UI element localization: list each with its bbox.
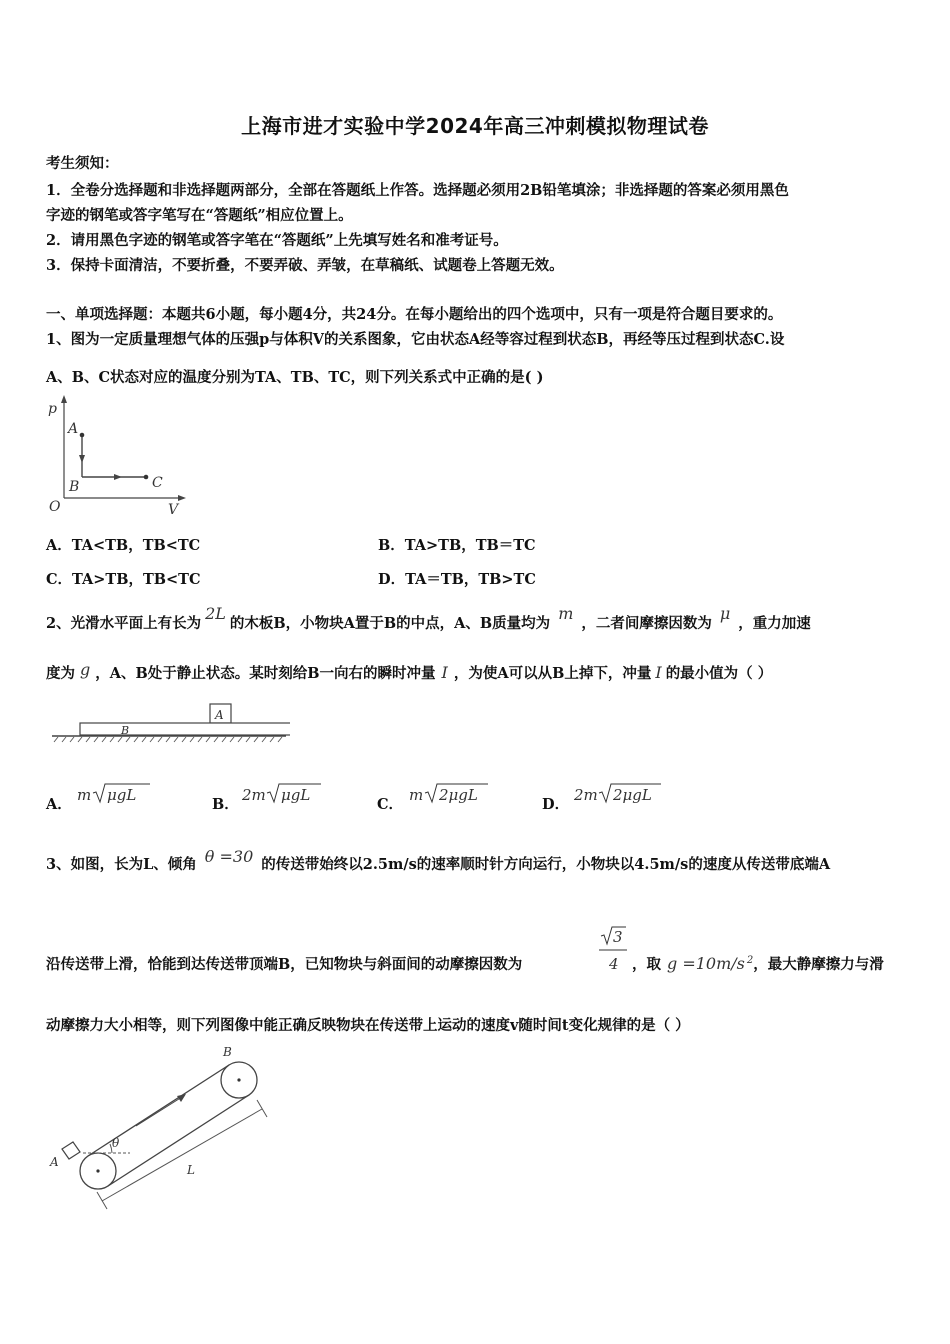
pv-label-c: C bbox=[152, 475, 163, 491]
length-dimension bbox=[102, 1109, 262, 1201]
pv-label-v: V bbox=[168, 502, 179, 518]
notice-item-1a: 1．全卷分选择题和非选择题两部分，全部在答题纸上作答。选择题必须用2B铅笔填涂；非选择题的答案必须用黑色 bbox=[46, 182, 789, 199]
q2-option-d-radicand: 2μgL bbox=[613, 786, 652, 804]
pv-isobaric-arrow bbox=[114, 474, 122, 480]
q3-line-1 bbox=[46, 847, 831, 874]
motion-arrow-head bbox=[177, 1094, 186, 1102]
q2-math-g: g bbox=[80, 660, 91, 679]
section-heading: 一、单项选择题：本题共6小题，每小题4分，共24分。在每小题给出的四个选项中，只有一项是符合题目要求的。 bbox=[46, 306, 783, 323]
q1-line-1: 1、图为一定质量理想气体的压强p与体积V的关系图象，它由状态A经等容过程到状态B，再经等压过程到状态C.设 bbox=[46, 331, 785, 348]
q2-text: 度为 bbox=[46, 665, 75, 682]
q2-line-2 bbox=[46, 662, 772, 683]
pv-label-o: O bbox=[49, 499, 61, 515]
pulley-a-center bbox=[96, 1169, 99, 1172]
q2-text: 2、光滑水平面上有长为 bbox=[46, 615, 202, 632]
q2-math-i: I bbox=[655, 663, 662, 682]
block-a-label: A bbox=[215, 708, 224, 722]
q2-option-b[interactable] bbox=[212, 793, 239, 814]
motion-arrow-line bbox=[136, 1097, 182, 1126]
q2-math-2l: 2L bbox=[205, 604, 226, 623]
q2-option-d-formula[interactable] bbox=[573, 780, 668, 806]
label-a: A bbox=[50, 1155, 59, 1169]
pv-p-arrow bbox=[61, 395, 67, 403]
board-b-label: B bbox=[121, 724, 130, 737]
notice-heading: 考生须知： bbox=[46, 155, 119, 172]
q2-option-d[interactable] bbox=[542, 793, 569, 814]
q2-option-c-formula[interactable] bbox=[408, 780, 493, 806]
q2-option-d-label: D． bbox=[542, 796, 570, 813]
small-block bbox=[62, 1142, 80, 1159]
q3-line-3: 动摩擦力大小相等，则下列图像中能正确反映物块在传送带上运动的速度v随时间t变化规律的是（ ） bbox=[46, 1017, 690, 1034]
q2-option-b-label: B． bbox=[212, 796, 239, 813]
q3-line-2 bbox=[46, 953, 522, 974]
q2-option-c-label: C． bbox=[377, 796, 404, 813]
pv-graph bbox=[44, 393, 194, 518]
q2-option-b-coef: 2m bbox=[242, 786, 266, 804]
belt-top bbox=[88, 1065, 229, 1156]
ground-hatching bbox=[54, 737, 282, 742]
board-b bbox=[80, 723, 290, 735]
q3-fraction-num: 3 bbox=[613, 928, 623, 946]
q3-text: ，取 bbox=[632, 956, 661, 973]
q2-option-d-coef: 2m bbox=[574, 786, 598, 804]
q1-line-2: A、B、C状态对应的温度分别为TA、TB、TC，则下列关系式中正确的是( ) bbox=[46, 369, 544, 386]
q3-math-g-exp: 2 bbox=[746, 955, 754, 967]
q2-text: 的最小值为（ ） bbox=[665, 665, 773, 682]
pv-label-a: A bbox=[68, 421, 79, 437]
q2-text: 的木板B，小物块A置于B的中点，A、B质量均为 bbox=[229, 615, 551, 632]
q1-option-a[interactable]: A．TA<TB，TB<TC bbox=[46, 537, 201, 554]
q2-math-mu: μ bbox=[719, 604, 731, 623]
q2-option-a[interactable] bbox=[46, 793, 72, 814]
q2-math-i: I bbox=[441, 663, 448, 682]
q2-option-c[interactable] bbox=[377, 793, 403, 814]
q3-fraction-den: 4 bbox=[609, 955, 619, 973]
q3-fraction bbox=[596, 924, 630, 976]
pv-isochoric-arrow bbox=[79, 455, 85, 463]
pv-v-arrow bbox=[178, 495, 186, 501]
label-l: L bbox=[187, 1163, 195, 1177]
label-theta: θ bbox=[112, 1136, 120, 1150]
q2-text: ，A、B处于静止状态。某时刻给B一向右的瞬时冲量 bbox=[95, 665, 436, 682]
q3-line-2b bbox=[632, 953, 884, 974]
belt-bottom bbox=[108, 1095, 249, 1186]
q2-option-c-radicand: 2μgL bbox=[439, 786, 478, 804]
q2-option-c-coef: m bbox=[409, 786, 424, 804]
q2-text: ，为使A可以从B上掉下，冲量 bbox=[453, 665, 652, 682]
q1-option-d[interactable]: D．TA＝TB，TB>TC bbox=[378, 571, 536, 588]
q2-option-b-radicand: μgL bbox=[281, 786, 311, 804]
pv-point-c bbox=[144, 475, 149, 480]
notice-item-1b: 字迹的钢笔或答字笔写在“答题纸”相应位置上。 bbox=[46, 207, 353, 224]
notice-item-3: 3．保持卡面清洁，不要折叠，不要弄破、弄皱，在草稿纸、试题卷上答题无效。 bbox=[46, 257, 564, 274]
q1-option-c[interactable]: C．TA>TB，TB<TC bbox=[46, 571, 201, 588]
conveyor-figure bbox=[40, 1040, 280, 1220]
pulley-b-center bbox=[237, 1078, 240, 1081]
pv-label-p: p bbox=[48, 401, 57, 417]
q2-text: ，二者间摩擦因数为 bbox=[581, 615, 712, 632]
notice-item-2: 2．请用黑色字迹的钢笔或答字笔在“答题纸”上先填写姓名和准考证号。 bbox=[46, 232, 508, 249]
q3-text: ，最大静摩擦力与滑 bbox=[753, 956, 884, 973]
q3-math-theta: θ =30 bbox=[204, 847, 254, 866]
q3-text: 沿传送带上滑，恰能到达传送带顶端B，已知物块与斜面间的动摩擦因数为 bbox=[46, 956, 523, 973]
board-block-figure bbox=[50, 700, 290, 748]
q3-text: 的传送带始终以2.5m/s的速率顺时针方向运行，小物块以4.5m/s的速度从传送带底端A bbox=[261, 856, 831, 873]
label-b: B bbox=[223, 1045, 232, 1059]
q2-option-b-formula[interactable] bbox=[241, 780, 326, 806]
length-tick-right bbox=[257, 1100, 267, 1117]
page-title: 上海市进才实验中学2024年高三冲刺模拟物理试卷 bbox=[241, 114, 709, 138]
q3-math-g: g =10m/s bbox=[667, 954, 745, 973]
q1-option-b[interactable]: B．TA>TB，TB＝TC bbox=[378, 537, 536, 554]
q2-text: ，重力加速 bbox=[738, 615, 811, 632]
q2-option-a-radicand: μgL bbox=[107, 786, 137, 804]
length-tick-left bbox=[97, 1192, 107, 1209]
pv-point-a bbox=[80, 433, 85, 438]
q2-option-a-formula[interactable] bbox=[76, 780, 156, 806]
q2-line-1 bbox=[46, 604, 811, 633]
q2-math-m: m bbox=[558, 604, 574, 623]
pv-label-b: B bbox=[69, 479, 80, 495]
q3-text: 3、如图，长为L、倾角 bbox=[46, 856, 197, 873]
q2-option-a-label: A． bbox=[46, 796, 72, 813]
q2-option-a-coef: m bbox=[77, 786, 92, 804]
